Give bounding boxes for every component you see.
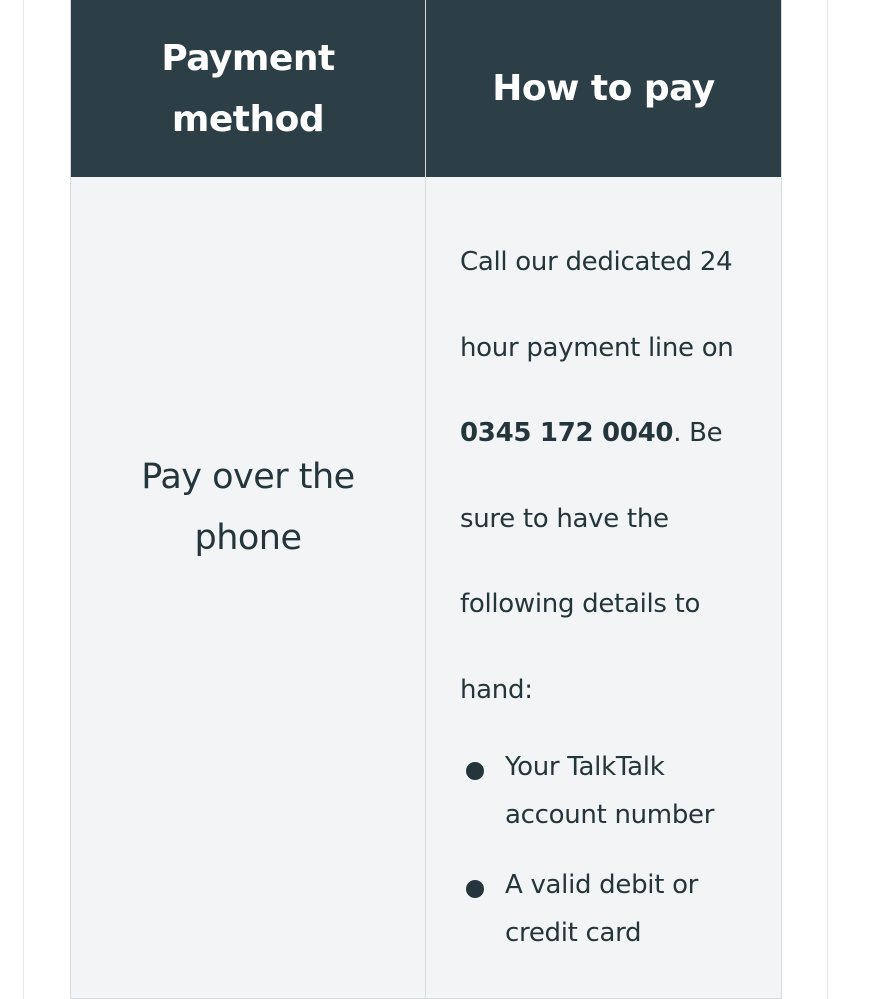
table-header [71, 0, 782, 177]
header-row [71, 0, 782, 177]
header-payment-method: Payment method [71, 0, 426, 177]
how-to-pay-content [426, 177, 781, 957]
list-item [460, 743, 751, 839]
required-details-list [460, 743, 751, 957]
list-item-text: A valid debit or credit card [505, 870, 699, 948]
payment-instructions [460, 220, 751, 733]
content-frame-left-border [23, 0, 24, 999]
how-to-pay-cell [426, 177, 782, 999]
instructions-intro: Call our dedicated 24 hour payment line on [460, 247, 734, 363]
table-body [71, 177, 782, 999]
table-row [71, 177, 782, 999]
bullet-icon [466, 880, 484, 898]
payment-phone-number: 0345 172 0040 [460, 418, 674, 448]
payment-methods-table [70, 0, 782, 999]
content-frame-right-border [827, 0, 828, 999]
instructions-outro: . Be sure to have the following details to hand: [460, 418, 723, 705]
header-how-to-pay: How to pay [426, 0, 782, 177]
bullet-icon [466, 762, 484, 780]
list-item-text: Your TalkTalk account number [505, 752, 715, 830]
list-item [460, 861, 751, 957]
payment-method-label: Pay over the phone [141, 456, 355, 558]
payment-method-cell [71, 177, 426, 999]
